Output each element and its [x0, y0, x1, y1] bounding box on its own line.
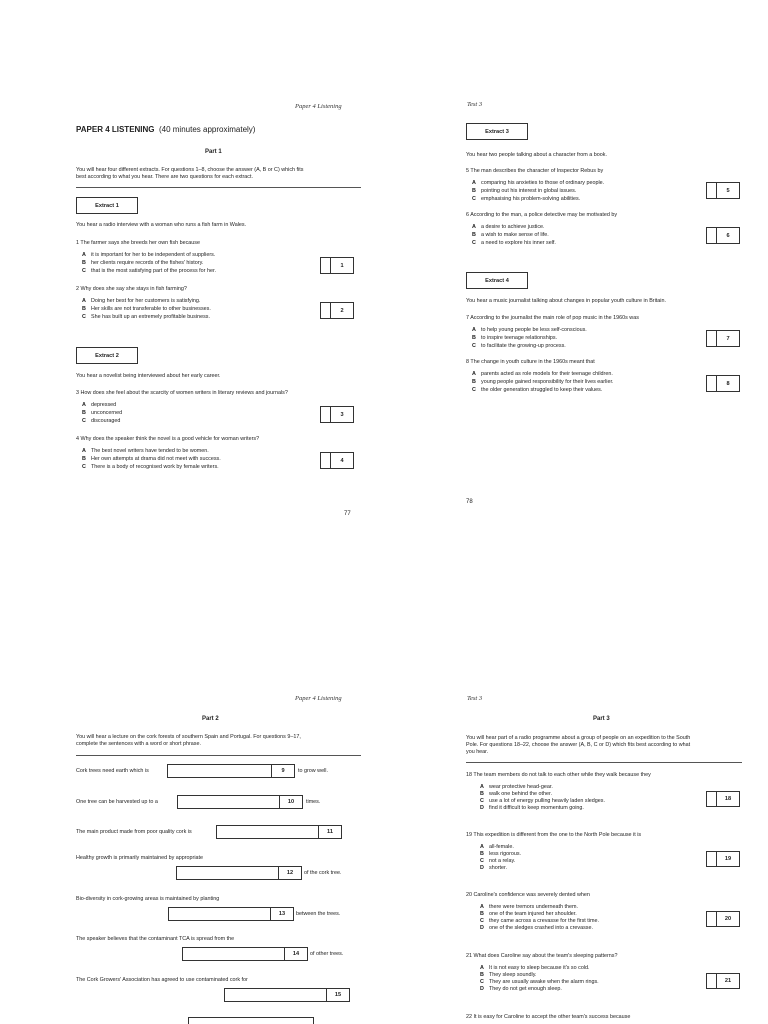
answer-field-9[interactable]: 9	[167, 764, 295, 778]
option-b: B a wish to make sense of life.	[472, 232, 549, 238]
question-21: 21 What does Caroline say about the team's sleeping patterns?	[466, 953, 618, 959]
answer-box-3[interactable]: 3	[320, 406, 354, 423]
instructions: You will hear four different extracts. For questions 1–8, choose the answer (A, B or C) which fits	[76, 167, 304, 173]
answer-field-10[interactable]: 10	[177, 795, 303, 809]
option-d: D shorter.	[480, 865, 507, 871]
divider	[466, 762, 742, 763]
answer-box-21[interactable]: 21	[706, 973, 740, 989]
page-number: 78	[466, 499, 473, 505]
option-a: A depressed	[82, 402, 117, 408]
answer-box-6[interactable]: 6	[706, 227, 740, 244]
option-a: A Doing her best for her customers is satisfying.	[82, 298, 201, 304]
extract-intro: You hear a radio interview with a woman who runs a fish farm in Wales.	[76, 222, 247, 228]
answer-box-19[interactable]: 19	[706, 851, 740, 867]
option-d: D find it difficult to keep momentum going.	[480, 805, 584, 811]
option-a: A It is not easy to sleep because it's so cold.	[480, 965, 590, 971]
option-c: C use a lot of energy pulling heavily laden sledges.	[480, 798, 605, 804]
option-a: A comparing his anxieties to those of ordinary people.	[472, 180, 605, 186]
option-a: A wear protective head-gear.	[480, 784, 553, 790]
instructions: You will hear a lecture on the cork forests of southern Spain and Portugal. For questions 9–17,	[76, 734, 301, 740]
option-a: A it is important for her to be independent of suppliers.	[82, 252, 216, 258]
question-5: 5 The man describes the character of Inspector Rebus by	[466, 168, 604, 174]
answer-box-7[interactable]: 7	[706, 330, 740, 347]
question-4: 4 Why does the speaker think the novel is a good vehicle for woman writers?	[76, 436, 260, 442]
page-number: 77	[344, 511, 351, 517]
question-20: 20 Caroline's confidence was severely dented when	[466, 892, 590, 898]
answer-field-14[interactable]: 14	[182, 947, 308, 961]
option-a: A there were tremors underneath them.	[480, 904, 578, 910]
option-b: B unconcerned	[82, 410, 123, 416]
answer-box-5[interactable]: 5	[706, 182, 740, 199]
option-a: A all-female.	[480, 844, 514, 850]
sentence-9-end: to grow well.	[298, 768, 328, 774]
running-header: Paper 4 Listening	[295, 103, 342, 110]
option-b: B her clients require records of the fishes' history.	[82, 260, 204, 266]
option-c: C to facilitate the growing-up process.	[472, 343, 566, 349]
option-a: A a desire to achieve justice.	[472, 224, 545, 230]
question-3: 3 How does she feel about the scarcity of women writers in literary reviews and journals?	[76, 390, 288, 396]
answer-field-11[interactable]: 11	[216, 825, 342, 839]
instructions: complete the sentences with a word or short phrase.	[76, 741, 201, 747]
sentence-10-end: times.	[306, 799, 321, 805]
option-a: A parents acted as role models for their teenage children.	[472, 371, 613, 377]
extract-intro: You hear two people talking about a character from a book.	[466, 152, 607, 158]
option-c: C They are usually awake when the alarm rings.	[480, 979, 599, 985]
option-c: C that is the most satisfying part of the process for her.	[82, 268, 216, 274]
option-a: A The best novel writers have tended to be women.	[82, 448, 209, 454]
question-6: 6 According to the man, a police detective may be motivated by	[466, 212, 618, 218]
option-c: C emphasising his problem-solving abilities.	[472, 196, 581, 202]
answer-box-1[interactable]: 1	[320, 257, 354, 274]
option-b: B less rigorous.	[480, 851, 522, 857]
question-18: 18 The team members do not talk to each other while they walk because they	[466, 772, 651, 778]
sentence-15: The Cork Growers' Association has agreed to use contaminated cork for	[76, 977, 248, 983]
instructions: you hear.	[466, 749, 489, 755]
answer-field-16[interactable]	[188, 1017, 314, 1024]
extract-intro: You hear a music journalist talking about changes in popular youth culture in Britain.	[466, 298, 666, 304]
answer-box-8[interactable]: 8	[706, 375, 740, 392]
option-a: A to help young people be less self-conscious.	[472, 327, 587, 333]
sentence-9: Cork trees need earth which is	[76, 768, 149, 774]
option-c: C discouraged	[82, 418, 121, 424]
sentence-14-end: of other trees.	[310, 951, 344, 957]
instructions: Pole. For questions 18–22, choose the answer (A, B, C or D) which fits best according to what	[466, 742, 691, 748]
answer-box-4[interactable]: 4	[320, 452, 354, 469]
answer-field-12[interactable]: 12	[176, 866, 302, 880]
part-heading: Part 1	[205, 149, 222, 155]
option-b: B to inspire teenage relationships.	[472, 335, 558, 341]
option-b: B walk one behind the other.	[480, 791, 552, 797]
option-b: B Her skills are not transferable to other businesses.	[82, 306, 211, 312]
sentence-12: Healthy growth is primarily maintained by appropriate	[76, 855, 204, 861]
running-header: Test 3	[467, 101, 483, 108]
question-22: 22 It is easy for Caroline to accept the other team's success because	[466, 1014, 631, 1020]
part-heading: Part 3	[593, 716, 610, 722]
option-b: B pointing out his interest in global issues.	[472, 188, 577, 194]
sentence-11: The main product made from poor quality cork is	[76, 829, 192, 835]
question-19: 19 This expedition is different from the one to the North Pole because it is	[466, 832, 642, 838]
option-b: B one of the team injured her shoulder.	[480, 911, 577, 917]
option-c: C There is a body of recognised work by female writers.	[82, 464, 219, 470]
answer-box-2[interactable]: 2	[320, 302, 354, 319]
sentence-13-end: between the trees.	[296, 911, 341, 917]
question-7: 7 According to the journalist the main role of pop music in the 1960s was	[466, 315, 639, 321]
extract-label: Extract 2	[76, 347, 138, 364]
question-8: 8 The change in youth culture in the 1960s meant that	[466, 359, 595, 365]
instructions: You will hear part of a radio programme about a group of people on an expedition to the South	[466, 735, 691, 741]
page-77	[60, 85, 375, 520]
option-c: C a need to explore his inner self.	[472, 240, 556, 246]
page-78	[448, 85, 753, 525]
part-heading: Part 2	[202, 716, 219, 722]
page-80	[448, 680, 753, 1024]
option-b: B Her own attempts at drama did not meet with success.	[82, 456, 221, 462]
sentence-13: Bio-diversity in cork-growing areas is maintained by planting	[76, 896, 220, 902]
answer-box-18[interactable]: 18	[706, 791, 740, 807]
running-header: Paper 4 Listening	[295, 695, 342, 702]
divider	[76, 755, 361, 756]
paper-title: PAPER 4 LISTENING (40 minutes approximately)	[76, 125, 256, 134]
extract-label: Extract 3	[466, 123, 528, 140]
question-1: 1 The farmer says she breeds her own fish because	[76, 240, 200, 246]
option-c: C not a relay.	[480, 858, 516, 864]
running-header: Test 3	[467, 695, 483, 702]
question-2: 2 Why does she say she stays in fish farming?	[76, 286, 187, 292]
option-c: C the older generation struggled to keep their values.	[472, 387, 603, 393]
sentence-12-end: of the cork tree.	[304, 870, 342, 876]
answer-box-20[interactable]: 20	[706, 911, 740, 927]
option-b: B young people gained responsibility for their lives earlier.	[472, 379, 614, 385]
sentence-10: One tree can be harvested up to a	[76, 799, 158, 805]
instructions: best according to what you hear. There are two questions for each extract.	[76, 174, 253, 180]
option-c: C She has built up an extremely profitable business.	[82, 314, 210, 320]
option-d: D They do not get enough sleep.	[480, 986, 562, 992]
answer-field-13[interactable]: 13	[168, 907, 294, 921]
option-c: C they came across a crevasse for the first time.	[480, 918, 599, 924]
extract-label: Extract 4	[466, 272, 528, 289]
divider	[76, 187, 361, 188]
extract-intro: You hear a novelist being interviewed about her early career.	[76, 373, 221, 379]
answer-field-15[interactable]: 15	[224, 988, 350, 1002]
page-79	[60, 680, 375, 1024]
extract-label: Extract 1	[76, 197, 138, 214]
sentence-14: The speaker believes that the contaminant TCA is spread from the	[76, 936, 235, 942]
option-b: B They sleep soundly.	[480, 972, 537, 978]
option-d: D one of the sledges crashed into a crevasse.	[480, 925, 593, 931]
